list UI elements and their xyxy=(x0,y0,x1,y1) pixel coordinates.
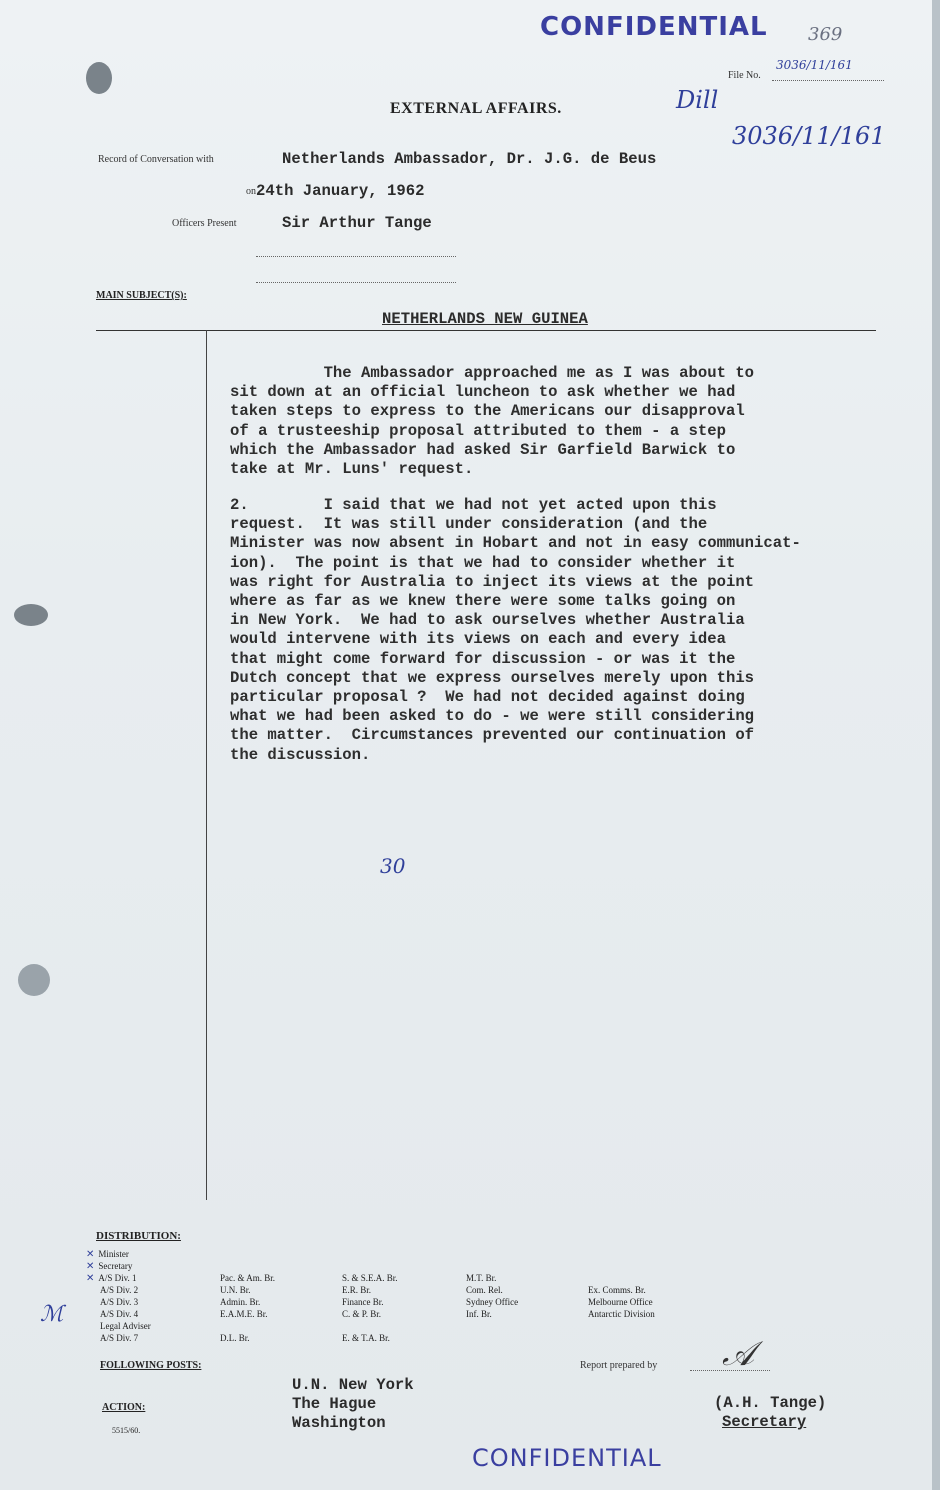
stamp-number: 369 xyxy=(808,24,843,45)
form-number: 5515/60. xyxy=(112,1426,141,1435)
handwritten-ref-1: Dill xyxy=(676,86,719,114)
dist-item: M.T. Br. xyxy=(466,1273,497,1283)
distribution-col-2 xyxy=(220,1272,330,1344)
distribution-col-4 xyxy=(466,1272,576,1320)
report-prepared-label: Report prepared by xyxy=(580,1360,658,1371)
dist-item-label: A/S Div. 2 xyxy=(100,1285,139,1295)
dist-item xyxy=(86,1308,206,1320)
dist-item xyxy=(86,1272,206,1284)
main-subject-label: MAIN SUBJECT(S): xyxy=(96,290,187,301)
dist-item: E.R. Br. xyxy=(342,1285,372,1295)
date-label: on xyxy=(246,186,256,197)
main-subject-value: NETHERLANDS NEW GUINEA xyxy=(382,310,588,328)
document-title: EXTERNAL AFFAIRS. xyxy=(390,100,562,117)
paragraph-1: The Ambassador approached me as I was about to sit down at an official luncheon to ask whether we had taken steps to express to the Americans our disapproval of a trusteeship proposal attributed to them - a step which the Ambassador had asked Sir Garfield Barwick to take at Mr. Luns' request. xyxy=(230,364,755,479)
distribution-col-1 xyxy=(86,1248,206,1344)
file-no-value: 3036/11/161 xyxy=(776,58,853,72)
dist-item: Melbourne Office xyxy=(588,1297,653,1307)
dist-item: Antarctic Division xyxy=(588,1309,655,1319)
dist-item: C. & P. Br. xyxy=(342,1309,382,1319)
dist-item-label: A/S Div. 1 xyxy=(98,1273,137,1283)
dist-item: Admin. Br. xyxy=(220,1297,261,1307)
dist-item: Sydney Office xyxy=(466,1297,519,1307)
officers-label: Officers Present xyxy=(172,218,237,229)
dist-item: E.A.M.E. Br. xyxy=(220,1309,268,1319)
paragraph-2: 2. I said that we had not yet acted upon this request. It was still under consideration (and the Minister was now absent in Hobart and not in easy communicat- ion). The point is that we had to consider whether it was right for Australia to inject its views at the point where as far as we knew there were some talks going on in New York. We had to ask ourselves whether Australia would intervene with its views on each and every idea that might come forward for discussion - or was it the Dutch concept that we express ourselves merely upon this particular proposal ? We had not decided against doing what we had been asked to do - we were still considering the matter. Circumstances prevented our continuation of the discussion. xyxy=(230,496,801,764)
file-no-label: File No. xyxy=(728,70,761,81)
check-x-icon: ✕ xyxy=(86,1273,95,1284)
distribution-col-5 xyxy=(588,1284,718,1320)
margin-rule xyxy=(206,330,207,1200)
date-value: 24th January, 1962 xyxy=(256,182,425,200)
confidential-stamp-bottom: CONFIDENTIAL xyxy=(472,1444,662,1472)
distribution-col-3 xyxy=(342,1272,452,1344)
signatory-title: Secretary xyxy=(722,1413,807,1431)
ink-blot xyxy=(86,62,112,94)
dist-item: D.L. Br. xyxy=(220,1333,250,1343)
dist-item xyxy=(86,1248,206,1260)
handwritten-number: 30 xyxy=(380,854,406,878)
handwritten-ref-2: 3036/11/161 xyxy=(732,122,886,150)
dist-item: Com. Rel. xyxy=(466,1285,503,1295)
conversation-value: Netherlands Ambassador, Dr. J.G. de Beus xyxy=(282,150,657,168)
post-item: U.N. New York xyxy=(292,1376,414,1394)
dist-item-label: Minister xyxy=(98,1249,129,1259)
punch-hole xyxy=(18,964,50,996)
dist-item xyxy=(86,1284,206,1296)
dist-item: Pac. & Am. Br. xyxy=(220,1273,276,1283)
dist-item: E. & T.A. Br. xyxy=(342,1333,390,1343)
dist-item-label: A/S Div. 7 xyxy=(100,1333,139,1343)
dist-item xyxy=(342,1320,452,1332)
officers-line-3 xyxy=(256,282,456,283)
paper-edge xyxy=(932,0,940,1490)
dist-item: S. & S.E.A. Br. xyxy=(342,1273,398,1283)
initials-signature: ℳ xyxy=(40,1302,64,1327)
horizontal-rule xyxy=(96,330,876,331)
dist-item: Finance Br. xyxy=(342,1297,384,1307)
ink-blot xyxy=(14,604,48,626)
action-label: ACTION: xyxy=(102,1402,146,1413)
posts-list xyxy=(292,1376,414,1433)
dist-item xyxy=(86,1320,206,1332)
dist-item xyxy=(86,1296,206,1308)
dist-item-label: Legal Adviser xyxy=(100,1321,151,1331)
officers-value: Sir Arthur Tange xyxy=(282,214,432,232)
post-item: The Hague xyxy=(292,1395,377,1413)
dist-item xyxy=(220,1320,330,1332)
signature: 𝒜 xyxy=(722,1334,755,1374)
dist-item: Inf. Br. xyxy=(466,1309,492,1319)
dist-item: U.N. Br. xyxy=(220,1285,251,1295)
dist-item-label: A/S Div. 4 xyxy=(100,1309,139,1319)
conversation-label: Record of Conversation with xyxy=(98,154,214,165)
dist-item-label: A/S Div. 3 xyxy=(100,1297,139,1307)
dist-item xyxy=(86,1260,206,1272)
distribution-label: DISTRIBUTION: xyxy=(96,1230,181,1242)
dist-item: Ex. Comms. Br. xyxy=(588,1285,646,1295)
file-no-line xyxy=(772,80,884,81)
officers-line-2 xyxy=(256,256,456,257)
signatory-name: (A.H. Tange) xyxy=(714,1394,827,1412)
check-x-icon: ✕ xyxy=(86,1249,95,1260)
following-posts-label: FOLLOWING POSTS: xyxy=(100,1360,202,1371)
confidential-stamp-top: CONFIDENTIAL xyxy=(540,12,768,42)
dist-item xyxy=(86,1332,206,1344)
dist-item-label: Secretary xyxy=(98,1261,133,1271)
post-item: Washington xyxy=(292,1414,386,1432)
check-x-icon: ✕ xyxy=(86,1261,95,1272)
